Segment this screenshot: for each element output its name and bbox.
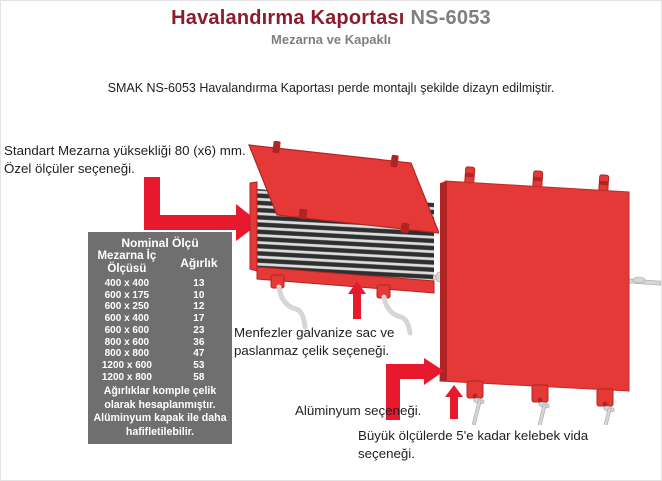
wing-nut bbox=[633, 277, 645, 283]
table-body bbox=[88, 278, 232, 383]
size-cell: 1200 x 800 bbox=[101, 371, 152, 383]
bottom-clip-group bbox=[532, 385, 550, 425]
column-header-weight: Ağırlık bbox=[180, 256, 218, 270]
column-header-size: Mezarna İç Ölçüsü bbox=[97, 250, 157, 275]
weight-cell: 58 bbox=[193, 371, 205, 383]
spec-table bbox=[88, 232, 232, 444]
clip-slot bbox=[599, 181, 608, 186]
hook-handle bbox=[279, 287, 305, 327]
size-cell: 1200 x 600 bbox=[101, 359, 152, 371]
weight-cell: 17 bbox=[193, 313, 205, 325]
lid-tab bbox=[298, 208, 307, 219]
size-cell: 800 x 800 bbox=[104, 348, 150, 360]
table-row bbox=[88, 278, 232, 290]
size-cell: 600 x 250 bbox=[104, 301, 150, 313]
weight-cell: 53 bbox=[193, 359, 205, 371]
table-row bbox=[88, 313, 232, 325]
bottom-clip-group bbox=[597, 389, 615, 425]
note-mezarna-height: Standart Mezarna yüksekliği 80 (x6) mm. Özel ölçüler seçeneği. bbox=[4, 143, 246, 177]
table-row bbox=[88, 348, 232, 360]
table-header-row bbox=[88, 250, 232, 276]
size-cell: 600 x 175 bbox=[104, 289, 150, 301]
size-cell: 600 x 600 bbox=[104, 324, 150, 336]
product-code: NS-6053 bbox=[410, 7, 491, 29]
page-subtitle: Mezarna ve Kapaklı bbox=[271, 32, 391, 47]
table-row bbox=[88, 372, 232, 384]
table-footnote: Ağırlıklar komple çelik olarak hesaplanmıştır. Alüminyum kapak ile daha hafifletilebilir. bbox=[93, 385, 227, 438]
weight-cell: 10 bbox=[193, 289, 205, 301]
table-row bbox=[88, 325, 232, 337]
table-row bbox=[88, 290, 232, 302]
weight-cell: 36 bbox=[193, 336, 205, 348]
clip-pin bbox=[473, 394, 478, 399]
lid-tab bbox=[400, 222, 409, 233]
table-row bbox=[88, 360, 232, 372]
open-hood-illustration bbox=[243, 141, 439, 339]
clip-pin bbox=[603, 402, 608, 407]
intro-text: SMAK NS-6053 Havalandırma Kaportası perde montajlı şekilde dizayn edilmiştir. bbox=[107, 81, 555, 95]
page-title bbox=[1, 7, 661, 30]
product-name: Havalandırma Kaportası bbox=[171, 7, 405, 29]
wing-bolt bbox=[472, 400, 481, 425]
clip-slot bbox=[533, 177, 542, 182]
size-cell: 600 x 400 bbox=[104, 313, 150, 325]
clip-pin bbox=[538, 398, 543, 403]
table-row bbox=[88, 301, 232, 313]
cover-panel bbox=[440, 181, 629, 391]
panel-left-edge bbox=[440, 181, 447, 381]
size-cell: 800 x 600 bbox=[104, 336, 150, 348]
note-kelebek-vida: Büyük ölçülerde 5'e kadar kelebek vida seçeneği. bbox=[358, 428, 589, 462]
table-title: Nominal Ölçü bbox=[121, 236, 199, 250]
frame-left-edge bbox=[250, 182, 257, 271]
weight-cell: 13 bbox=[193, 278, 205, 289]
note-menfez-material: Menfezler galvanize sac ve paslanmaz çelik seçeneği. bbox=[234, 325, 395, 359]
table-row bbox=[88, 337, 232, 349]
weight-cell: 23 bbox=[193, 324, 205, 336]
up-arrow-icon bbox=[348, 281, 366, 319]
note-aluminyum-option: Alüminyum seçeneği. bbox=[295, 403, 422, 418]
clip-slot bbox=[465, 173, 474, 178]
weight-cell: 47 bbox=[193, 348, 205, 360]
weight-cell: 12 bbox=[193, 301, 205, 313]
closed-hood-illustration bbox=[433, 159, 662, 425]
size-cell: 400 x 400 bbox=[104, 278, 150, 289]
bottom-clip-group bbox=[467, 381, 485, 425]
